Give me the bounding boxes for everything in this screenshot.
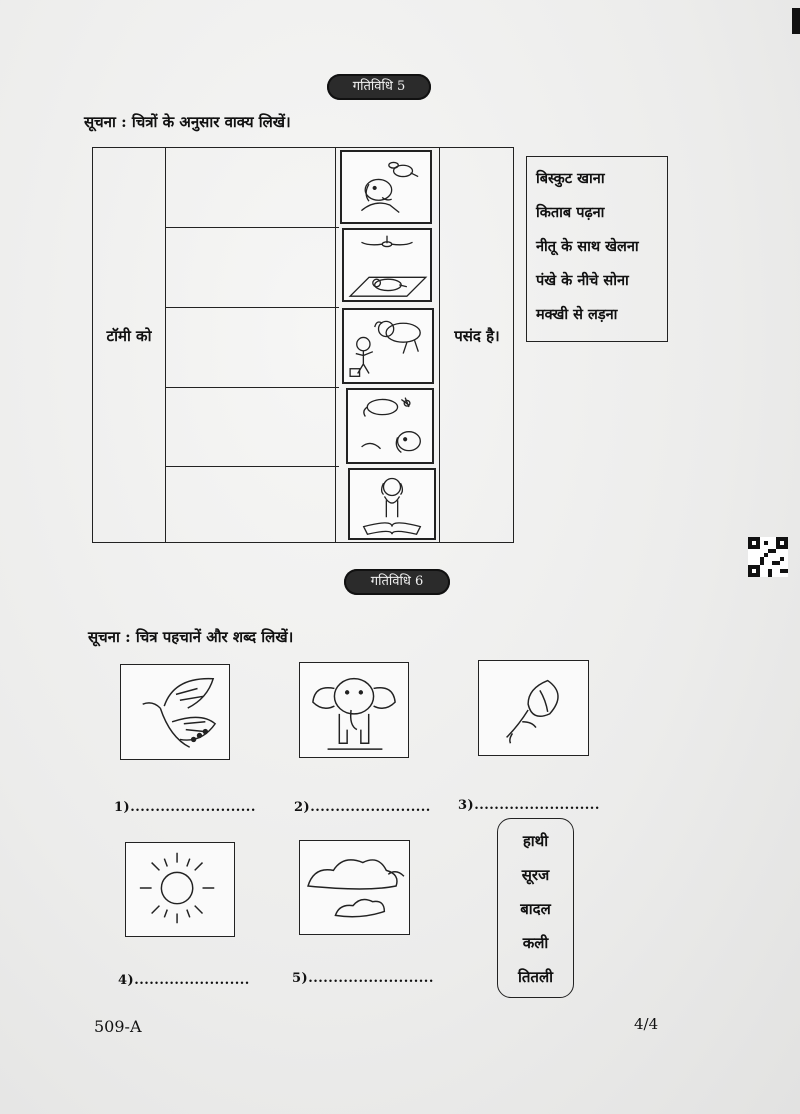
activity6-instruction: सूचना : चित्र पहचानें और शब्द लिखें। bbox=[88, 628, 294, 646]
word-item: तितली bbox=[517, 968, 554, 986]
answer-blank-2[interactable]: 2)........................ bbox=[294, 800, 431, 815]
word-option: नीतू के साथ खेलना bbox=[536, 238, 639, 255]
word-item: कली bbox=[522, 934, 549, 952]
dog-playing-with-girl-icon bbox=[342, 308, 434, 384]
word-options-box bbox=[526, 156, 668, 342]
word-option: मक्खी से लड़ना bbox=[536, 306, 618, 323]
subject-text: टॉमी को bbox=[106, 327, 152, 345]
answer-blank-5[interactable]: 5)......................... bbox=[292, 971, 434, 986]
word-option: पंखे के नीचे सोना bbox=[536, 272, 629, 289]
qr-code-icon bbox=[748, 537, 788, 577]
word-option: बिस्कुट खाना bbox=[536, 170, 605, 187]
answer-blank-1[interactable]: 1)......................... bbox=[114, 800, 256, 815]
bud-icon bbox=[478, 660, 589, 756]
dog-with-biscuit-icon bbox=[340, 150, 432, 224]
activity5-table bbox=[92, 147, 514, 543]
sun-icon bbox=[125, 842, 235, 937]
word-item: बादल bbox=[520, 900, 551, 918]
paper-code: 509-A bbox=[94, 1017, 142, 1036]
elephant-icon bbox=[299, 662, 409, 758]
dog-fighting-fly-icon bbox=[346, 388, 434, 464]
cloud-icon bbox=[299, 840, 410, 935]
activity5-title: गतिविधि 5 bbox=[327, 74, 431, 100]
registration-mark bbox=[792, 8, 800, 34]
dog-sleeping-under-fan-icon bbox=[342, 228, 432, 302]
ending-text: पसंद है। bbox=[454, 327, 500, 345]
dog-reading-book-icon bbox=[348, 468, 436, 540]
word-item: हाथी bbox=[522, 832, 549, 850]
activity6-title: गतिविधि 6 bbox=[344, 569, 450, 595]
activity5-instruction: सूचना : चित्रों के अनुसार वाक्य लिखें। bbox=[84, 113, 291, 131]
word-item: सूरज bbox=[521, 866, 550, 884]
butterfly-icon bbox=[120, 664, 230, 760]
word-option: किताब पढ़ना bbox=[536, 204, 605, 221]
page-number: 4/4 bbox=[634, 1015, 659, 1033]
answer-blank-4[interactable]: 4)....................... bbox=[118, 973, 250, 988]
word-list-box bbox=[497, 818, 574, 998]
answer-blank-3[interactable]: 3)......................... bbox=[458, 798, 600, 813]
